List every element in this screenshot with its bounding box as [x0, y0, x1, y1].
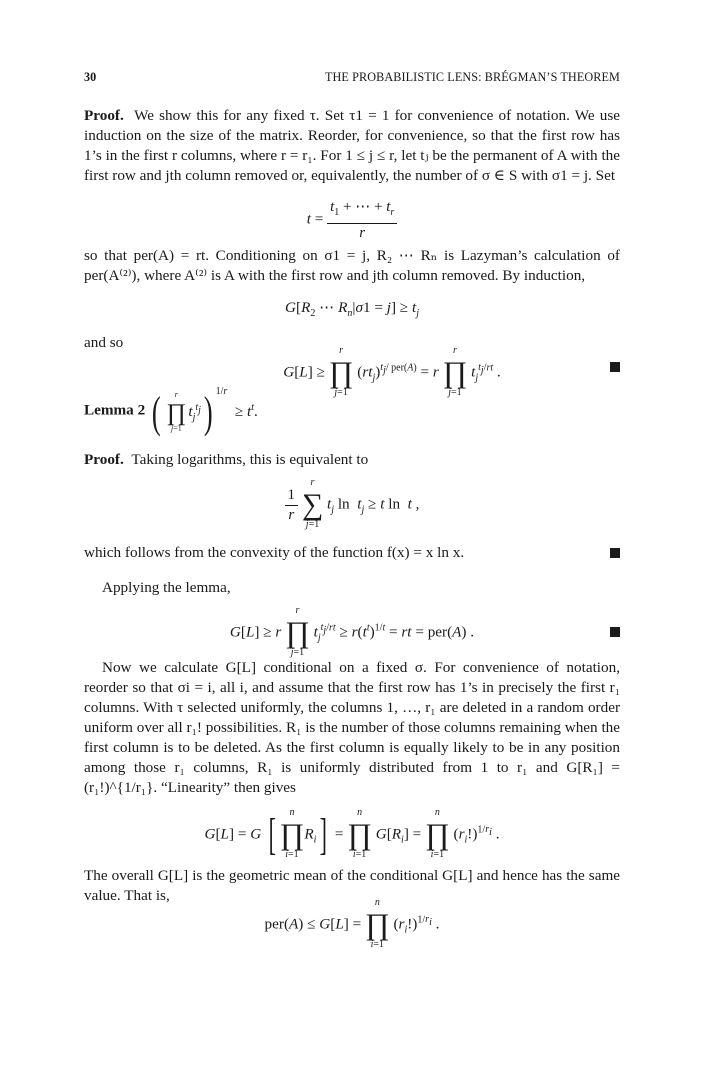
paragraph-6 — [102, 578, 638, 598]
equation-induction: $G[R_2$ ⋯ $R_n|\sigma 1 = j] \ge t_j$ — [285, 299, 419, 320]
page-number: 30 — [84, 70, 97, 84]
paragraph-text: which follows from the convexity of the function f(x) = x ln x. — [84, 544, 465, 561]
equation-t: t = $\frac{t_1 + \cdots + t_r}{r}$ — [84, 198, 620, 242]
qed-symbol — [610, 627, 620, 637]
equation-final: per(A) ≤ G[L] = n ∏ i=1 $(r_i!)^{1/r_i}$ . — [264, 897, 440, 950]
paragraph-text: and so — [84, 334, 124, 351]
paragraph-5 — [84, 543, 620, 563]
paragraph-text: Taking logarithms, this is equivalent to — [131, 451, 369, 468]
qed-symbol — [610, 548, 620, 558]
proof-paragraph-1 — [84, 106, 620, 186]
equation-log: $\frac{1}{r}$ r ∑ j=1 $t_j$ $\ln t_j \ge t$ ln t , — [84, 478, 620, 532]
proof-label: Proof. — [84, 107, 124, 124]
equation-GL-3: G[L] = G [ n ∏ i=1 $R_i$] = n ∏ i=1 $G[R_i]$ = n ∏ i=1 $(r_i!)^{1/r_i}$ . — [204, 807, 500, 860]
running-title: THE PROBABILISTIC LENS: BRÉGMAN’S THEOREM — [324, 70, 620, 84]
paragraph-text: Applying the lemma, — [102, 579, 231, 596]
proof-paragraph-2 — [84, 450, 620, 470]
proof-label: Proof. — [84, 451, 124, 468]
equation-GL-1: G[L] ≥ r ∏ j=1 $(rt_j)^{t_j/ per(A)} = r$ r ∏ j=1 $t_j^{t_j/rt}$ . — [283, 345, 501, 398]
paragraph-text: The overall G[L] is the geometric mean of the conditional G[L] and hence has the same value. That is, — [84, 867, 620, 904]
lemma-2 — [84, 382, 620, 440]
lemma-inequality: ( r ∏ j=1 $t_j^{t_j}$) $^{1/r} \ge t^t$. — [151, 386, 258, 437]
qed-symbol — [610, 362, 620, 372]
paragraph-2 — [84, 246, 620, 286]
lemma-label: Lemma 2 — [84, 401, 146, 419]
paragraph-text: Now we calculate G[L] conditional on a fixed σ. For convenience of notation, reorder so that σi = i, all i, and assume that the first row has 1’s in precisely the first r₁ columns. With τ selected uniformly, the columns 1, …, r₁ are deleted in a random order uniform over all r₁! possibilities. R₁ is the number of those columns remaining when the first column is to be deleted. As the first column is equally likely to be in any position among those r₁ columns, R₁ is uniformly distributed from 1 to r₁ and G[R₁] = (r₁!)^{1/r₁}. “Linearity” then gives — [84, 659, 620, 796]
paragraph-7 — [84, 658, 620, 798]
paragraph-text: so that per(A) = rt. Conditioning on σ1 = j, R₂ ⋯ Rₙ is Lazyman’s calculation of per(A⁽²⁾), where A⁽²⁾ is A with the first row and jth column removed. By induction, — [84, 247, 620, 284]
paragraph-text: We show this for any fixed τ. Set τ1 = 1 for convenience of notation. We use induction on the size of the matrix. Reorder, for convenience, so that the first row has 1’s in the first r columns, where r = r₁. For 1 ≤ j ≤ r, let tⱼ be the permanent of A with the first row and jth column removed or, equivalently, the number of σ ∈ S with σ1 = j. Set — [84, 107, 620, 184]
equation-GL-2: G[L] ≥ r r ∏ j=1 $t_j^{t_j/rt} \ge r(t^t)^{1/t}$ = rt = per(A) . — [229, 605, 475, 658]
